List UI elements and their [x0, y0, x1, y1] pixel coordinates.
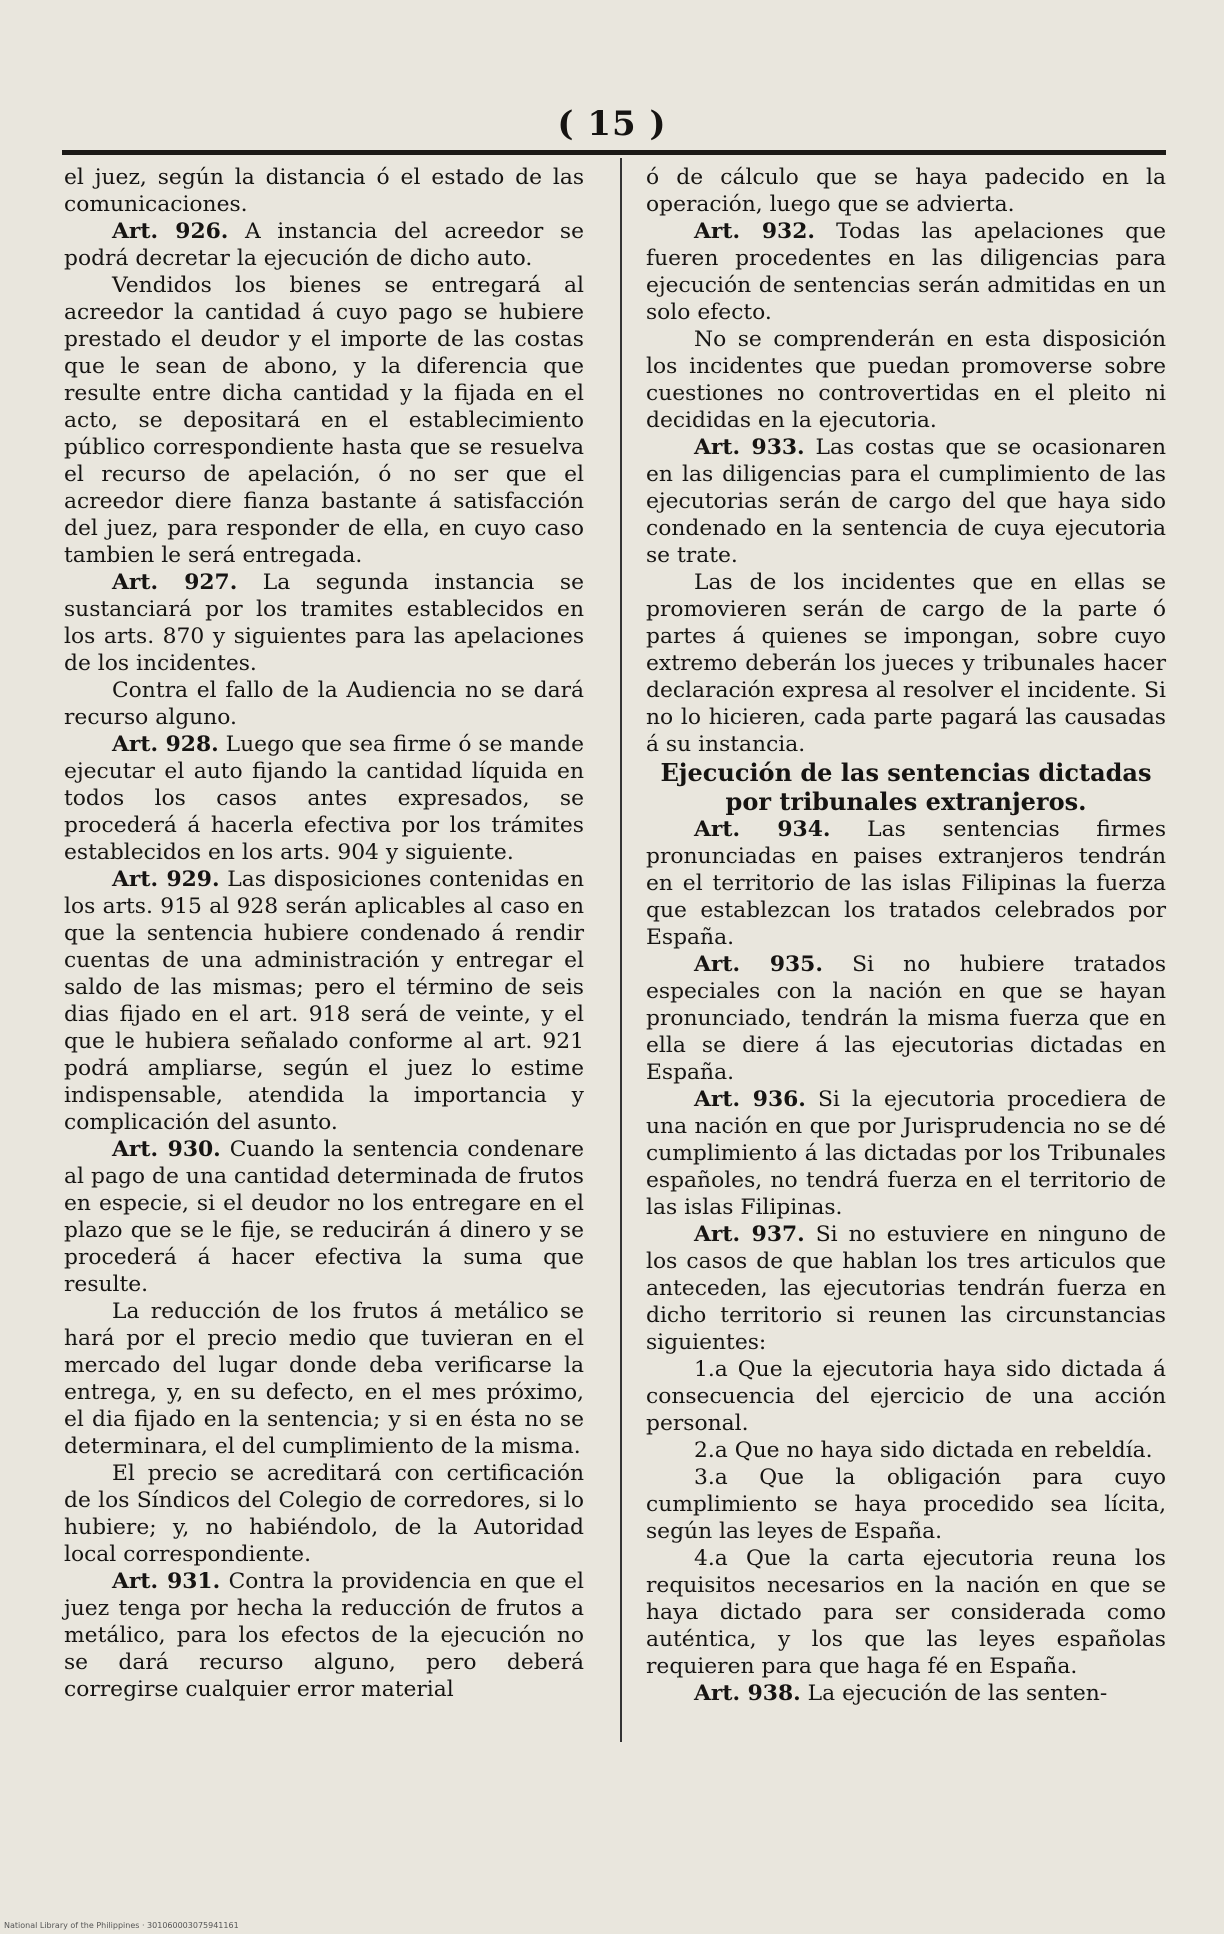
paragraph: Las de los incidentes que en ellas se promovieren serán de cargo de la parte ó partes á quienes se impongan, sobre cuyo extremo deberán los jueces y tribunales hacer declaración expresa al resolver el incidente. Si no lo hicieren, cada parte pagará las causadas á su instancia. — [646, 570, 1166, 757]
article-number: Art. 938. — [694, 1681, 801, 1706]
article-text: La ejecución de las senten- — [807, 1681, 1108, 1706]
page-number: ( 15 ) — [557, 104, 667, 144]
paragraph-art-936 — [646, 1086, 1166, 1221]
article-number: Art. 936. — [694, 1087, 806, 1112]
paragraph: el juez, según la distancia ó el estado de las comunicaciones. — [64, 165, 584, 217]
article-number: Art. 928. — [112, 732, 219, 757]
list-item: 4.a Que la carta ejecutoria reuna los requisitos necesarios en la nación en que se haya dictado para ser considerada como auténtica, y los que las leyes españolas requieren para que haga fé en España. — [646, 1546, 1166, 1679]
paragraph-art-928 — [64, 731, 584, 866]
paragraph: Vendidos los bienes se entregará al acreedor la cantidad á cuyo pago se hubiere prestado el deudor y el importe de las costas que le sean de abono, y la diferencia que resulte entre dicha cantidad y la fijada en el acto, se depositará en el establecimiento público correspondiente hasta que se resuelva el recurso de apelación, ó no ser que el acreedor diere fianza bastante á satisfacción del juez, para responder de ella, en cuyo caso tambien le será entregada. — [64, 273, 584, 568]
article-text: Luego que sea firme ó se mande ejecutar el auto fijando la cantidad líquida en todos los casos antes expresados, se procederá á hacerla efectiva por los trámites establecidos en los arts. 904 y siguiente. — [64, 732, 584, 865]
paragraph-art-937 — [646, 1221, 1166, 1356]
paragraph-art-934 — [646, 816, 1166, 951]
paragraph: No se comprenderán en esta disposición los incidentes que puedan promoverse sobre cuestiones no controvertidas en el pleito ni decididas en la ejecutoria. — [646, 327, 1166, 433]
article-text: Las costas que se ocasionaren en las diligencias para el cumplimiento de las ejecutorias serán de cargo del que haya sido condenado en la sentencia de cuya ejecutoria se trate. — [646, 435, 1166, 568]
article-number: Art. 935. — [694, 952, 823, 977]
article-text: Si no estuviere en ninguno de los casos de que hablan los tres articulos que anteceden, las ejecutorias tendrán fuerza en dicho territorio si reunen las circunstancias siguientes: — [646, 1222, 1166, 1355]
paragraph-art-938 — [646, 1680, 1166, 1707]
article-number: Art. 926. — [112, 219, 229, 244]
paragraph-art-927 — [64, 569, 584, 677]
footer-credit: National Library of the Philippines · 301060003075941161 — [4, 1921, 239, 1930]
article-text: Las disposiciones contenidas en los arts. 915 al 928 serán aplicables al caso en que la sentencia hubiere condenado á rendir cuentas de una administración y entregar el saldo de las mismas; pero el término de seis dias fijado en el art. 918 será de veinte, y el que le hubiera señalado conforme al art. 921 podrá ampliarse, según el juez lo estime indispensable, atendida la importancia y complicación del asunto. — [64, 867, 584, 1135]
article-text: Si no hubiere tratados especiales con la nación en que se hayan pronunciado, tendrán la misma fuerza que en ella se diere á las ejecutorias dictadas en España. — [646, 952, 1167, 1085]
paragraph: La reducción de los frutos á metálico se hará por el precio medio que tuvieran en el mercado del lugar donde deba verificarse la entrega, y, en su defecto, en el mes próximo, el dia fijado en la sentencia; y si en ésta no se determinara, el del cumplimiento de la misma. — [64, 1299, 584, 1459]
article-text: Contra la providencia en que el juez tenga por hecha la reducción de frutos a metálico, para los efectos de la ejecución no se dará recurso alguno, pero deberá corregirse cualquier error material — [64, 1569, 584, 1702]
header-rule — [62, 150, 1166, 155]
right-column — [646, 164, 1166, 1707]
article-number: Art. 931. — [112, 1569, 221, 1594]
article-text: A instancia del acreedor se podrá decretar la ejecución de dicho auto. — [64, 219, 584, 271]
article-text: Todas las apelaciones que fueren procedentes en las diligencias para ejecución de sentencias serán admitidas en un solo efecto. — [646, 219, 1167, 325]
article-number: Art. 927. — [112, 570, 238, 595]
article-number: Art. 932. — [694, 219, 815, 244]
column-divider — [620, 158, 622, 1742]
list-item: 1.a Que la ejecutoria haya sido dictada á consecuencia del ejercicio de una acción personal. — [646, 1357, 1166, 1436]
article-text: La segunda instancia se sustanciará por los tramites establecidos en los arts. 870 y siguientes para las apelaciones de los incidentes. — [64, 570, 584, 676]
paragraph-art-935 — [646, 951, 1166, 1086]
article-text: Si la ejecutoria procediera de una nación en que por Jurisprudencia no se dé cumplimiento á las dictadas por los Tribunales españoles, no tendrá fuerza en el territorio de las islas Filipinas. — [646, 1087, 1166, 1220]
left-column — [64, 164, 584, 1703]
paragraph-art-930 — [64, 1136, 584, 1298]
paragraph-art-931 — [64, 1568, 584, 1703]
article-number: Art. 930. — [112, 1137, 221, 1162]
article-number: Art. 933. — [694, 435, 805, 460]
list-item: 2.a Que no haya sido dictada en rebeldía. — [694, 1438, 1153, 1463]
article-number: Art. 934. — [694, 817, 831, 842]
paragraph-art-932 — [646, 218, 1166, 326]
list-item: 3.a Que la obligación para cuyo cumplimiento se haya procedido sea lícita, según las leyes de España. — [646, 1465, 1166, 1544]
article-text: Cuando la sentencia condenare al pago de una cantidad determinada de frutos en especie, si el deudor no los entregare en el plazo que se le fije, se reducirán á dinero y se procederá á hacer efectiva la suma que resulte. — [64, 1137, 584, 1297]
paragraph: El precio se acreditará con certificación de los Síndicos del Colegio de corredores, si lo hubiere; y, no habiéndolo, de la Autoridad local correspondiente. — [64, 1461, 584, 1567]
section-heading: Ejecución de las sentencias dictadas por tribunales extranjeros. — [660, 758, 1152, 816]
article-text: Las sentencias firmes pronunciadas en paises extranjeros tendrán en el territorio de las islas Filipinas la fuerza que establezcan los tratados celebrados por España. — [646, 817, 1167, 950]
paragraph-art-926 — [64, 218, 584, 272]
paragraph: Contra el fallo de la Audiencia no se dará recurso alguno. — [64, 678, 584, 730]
paragraph-art-929 — [64, 866, 584, 1136]
article-number: Art. 937. — [694, 1222, 805, 1247]
paragraph-art-933 — [646, 434, 1166, 569]
paragraph: ó de cálculo que se haya padecido en la operación, luego que se advierta. — [646, 165, 1166, 217]
article-number: Art. 929. — [112, 867, 220, 892]
